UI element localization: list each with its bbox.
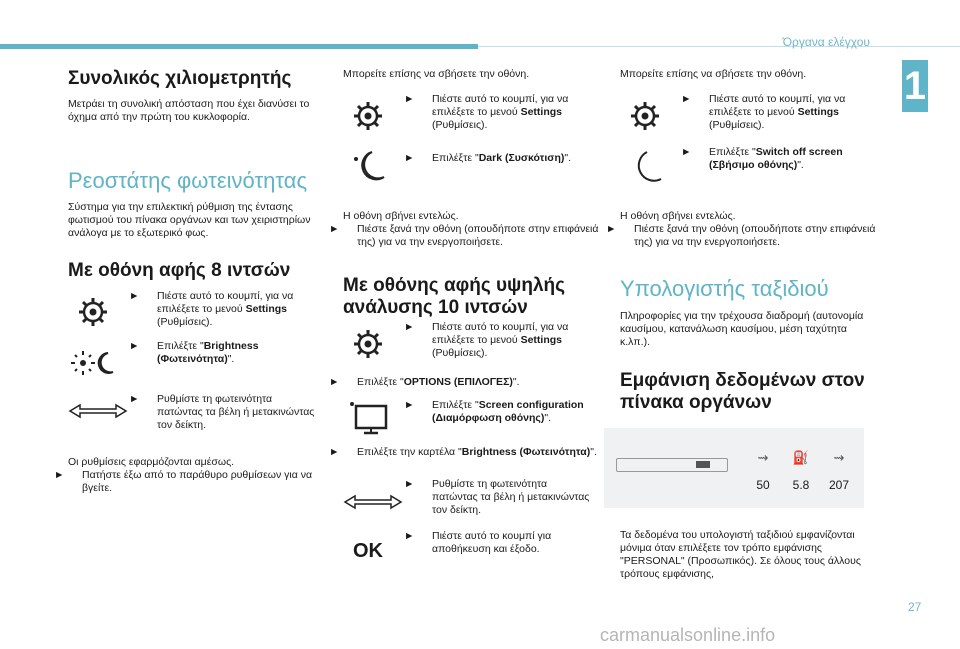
trip-text: Μετράει τη συνολική απόσταση που έχει διανύσει το όχημα από την πρώτη του κυκλοφορία. — [68, 98, 310, 123]
step-settings — [343, 321, 593, 369]
arrow-icon: ► — [404, 399, 415, 411]
arrow-icon: ► — [129, 340, 140, 352]
step-options: ► Επιλέξτε "OPTIONS (ΕΠΙΛΟΓΕΣ)". — [329, 376, 520, 388]
arrow-icon: ► — [681, 93, 692, 105]
step-settings — [68, 290, 318, 340]
settings-gear-icon — [343, 324, 393, 369]
panel-outline — [616, 458, 728, 472]
step-brightness-tab: ► Επιλέξτε την καρτέλα "Brightness (Φωτεινότητα)". — [329, 446, 597, 458]
arrow-icon: ► — [329, 446, 340, 458]
step-text: ► Πιέστε αυτό το κουμπί, για να επιλέξετε το μενού Settings (Ρυθμίσεις). — [404, 93, 569, 131]
trip-computer-title: Υπολογιστής ταξιδιού — [620, 276, 829, 301]
arrow-icon: ► — [54, 469, 65, 481]
settings-gear-icon — [68, 292, 118, 337]
arrow-icon: ► — [404, 152, 415, 164]
step-brightness — [68, 340, 318, 390]
slider-arrows-icon — [343, 494, 403, 515]
step-adjust — [68, 393, 318, 438]
apply-note: Οι ρυθμίσεις εφαρμόζονται αμέσως. — [68, 456, 235, 468]
arrow-icon: ► — [606, 223, 617, 235]
display-title: Εμφάνιση δεδομένων στον πίνακα οργάνων — [620, 370, 865, 413]
trip-values — [744, 478, 858, 492]
settings-gear-icon — [343, 96, 393, 141]
step-dark — [343, 146, 593, 191]
step-text: ► Ρυθμίστε τη φωτεινότητα πατώντας τα βέλη ή μετακινώντας τον δείκτη. — [129, 393, 315, 431]
step-text: ► Επιλέξτε "Dark (Συσκότιση)". — [404, 152, 572, 164]
ok-icon: OK — [353, 540, 383, 562]
step-settings — [343, 93, 593, 143]
arrow-icon: ► — [129, 290, 140, 302]
screen-off-note: Η οθόνη σβήνει εντελώς. — [343, 210, 459, 222]
header-line — [478, 46, 960, 47]
exit-note: ► Πατήστε έξω από το παράθυρο ρυθμίσεων για να βγείτε. — [54, 469, 313, 494]
header-bar — [0, 44, 478, 49]
rheostat-title: Ρεοστάτης φωτεινότητας — [68, 168, 308, 193]
step-text: ► Ρυθμίστε τη φωτεινότητα πατώντας τα βέλη ή μετακινώντας τον δείκτη. — [404, 478, 590, 516]
step-text: ► Επιλέξτε "Switch off screen (Σβήσιμο οθόνης)". — [681, 146, 843, 171]
slider-arrows-icon — [68, 403, 128, 424]
monitor-icon — [343, 398, 393, 441]
step-text: ► Πιέστε αυτό το κουμπί για αποθήκευση και έξοδο. — [404, 530, 552, 555]
arrow-icon: ► — [404, 93, 415, 105]
trip-computer-text: Πληροφορίες για την τρέχουσα διαδρομή (αυτονομία καυσίμου, κατανάλωση καυσίμου, μέση ταχύτητα κ.λπ.). — [620, 310, 864, 348]
chapter-tab: 1 — [902, 60, 928, 112]
arrow-icon: ► — [129, 393, 140, 405]
consumption-icon: ⇝ — [833, 450, 845, 465]
step-screen-config — [343, 396, 593, 441]
moon-icon — [620, 149, 670, 190]
screen8-title: Με οθόνη αφής 8 ιντσών — [68, 260, 291, 281]
dark-intro: Μπορείτε επίσης να σβήσετε την οθόνη. — [343, 68, 530, 80]
trip-value-2: 5.8 — [792, 478, 810, 492]
settings-gear-icon — [620, 96, 670, 141]
panel-screen — [696, 461, 710, 468]
step-switch-off — [620, 146, 870, 191]
reactivate-note: ► Πιέστε ξανά την οθόνη (οπουδήποτε στην επιφάνειά της) για να την ενεργοποιήσετε. — [329, 223, 599, 248]
arrow-icon: ► — [329, 376, 340, 388]
brightness-icon — [68, 348, 118, 383]
range-icon: ⇝ — [757, 450, 769, 465]
step-text: ► Πιέστε αυτό το κουμπί, για να επιλέξετε το μενού Settings (Ρυθμίσεις). — [404, 321, 569, 359]
trip-icons — [744, 450, 858, 466]
step-text: ► Πιέστε αυτό το κουμπί, για να επιλέξετε το μενού Settings (Ρυθμίσεις). — [681, 93, 846, 131]
arrow-icon: ► — [329, 223, 340, 235]
page-number: 27 — [908, 600, 922, 614]
step-text: ► Επιλέξτε "Screen configuration (Διαμόρφωση οθόνης)". — [404, 399, 584, 424]
trip-title: Συνολικός χιλιομετρητής — [68, 68, 292, 89]
arrow-icon: ► — [681, 146, 692, 158]
watermark: carmanualsonline.info — [600, 625, 776, 645]
arrow-icon: ► — [404, 478, 415, 490]
step-text: ► Επιλέξτε "Brightness (Φωτεινότητα)". — [129, 340, 259, 365]
trip-value-1: 50 — [756, 478, 770, 492]
fuel-pump-icon: ⛽ — [792, 450, 810, 465]
step-ok — [343, 530, 593, 570]
rheostat-text: Σύστημα για την επιλεκτική ρύθμιση της έντασης φωτισμού του πίνακα οργάνων και των χειριστηρίων ανάλογα με το εξωτερικό φως. — [68, 201, 311, 239]
trip-value-3: 207 — [828, 478, 850, 492]
dark-moon-icon — [343, 149, 393, 188]
instrument-panel-illustration — [604, 428, 864, 508]
reactivate-note: ► Πιέστε ξανά την οθόνη (οπουδήποτε στην επιφάνειά της) για να την ενεργοποιήσετε. — [606, 223, 876, 248]
hires-title: Με οθόνης αφής υψηλής ανάλυσης 10 ιντσών — [343, 275, 566, 318]
screen-off-note: Η οθόνη σβήνει εντελώς. — [620, 210, 736, 222]
switchoff-intro: Μπορείτε επίσης να σβήσετε την οθόνη. — [620, 68, 807, 80]
section-title: Όργανα ελέγχου — [782, 35, 870, 49]
display-note: Τα δεδομένα του υπολογιστή ταξιδιού εμφανίζονται μόνιμα όταν επιλέξετε τον τρόπο εμφάνισης "PERSONAL" (Προσωπικός). Σε όλους τους άλλους τρόπους εμφάνισης, — [620, 529, 861, 580]
step-text: ► Πιέστε αυτό το κουμπί, για να επιλέξετε το μενού Settings (Ρυθμίσεις). — [129, 290, 294, 328]
step-adjust — [343, 478, 593, 518]
step-settings — [620, 93, 870, 143]
arrow-icon: ► — [404, 530, 415, 542]
arrow-icon: ► — [404, 321, 415, 333]
